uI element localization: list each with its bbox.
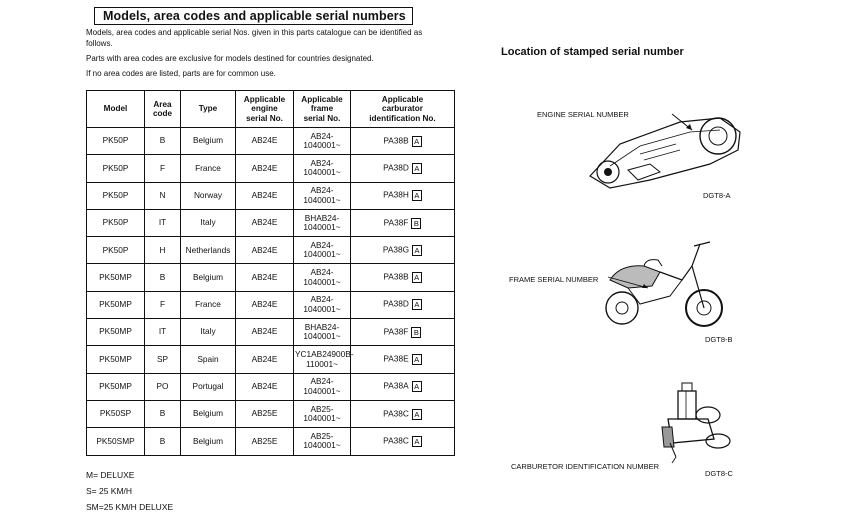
table-header-row (87, 91, 455, 128)
model-cell: PK50P (87, 128, 145, 155)
frame-serial-cell: BHAB24- 1040001~ (294, 319, 351, 346)
engine-serial-label: ENGINE SERIAL NUMBER (537, 110, 629, 119)
type-cell: Italy (181, 319, 236, 346)
scooter-illustration (600, 236, 730, 336)
type-cell: France (181, 291, 236, 318)
variant-box: A (412, 381, 422, 392)
carburator-id-cell: PA38F B (351, 209, 455, 236)
model-cell: PK50P (87, 182, 145, 209)
table-row (87, 319, 455, 346)
note-25kmh: S= 25 KM/H (86, 486, 133, 496)
engine-serial-cell: AB25E (236, 400, 294, 427)
carburetor-id-label: CARBURETOR IDENTIFICATION NUMBER (511, 462, 660, 471)
model-cell: PK50SMP (87, 428, 145, 455)
table-row (87, 264, 455, 291)
location-title: Location of stamped serial number (501, 46, 684, 58)
header-carburator-id: Applicable carburator identification No. (351, 91, 455, 128)
type-cell: Portugal (181, 373, 236, 400)
frame-serial-cell: AB24- 1040001~ (294, 237, 351, 264)
frame-serial-cell: YC1AB24900B- 110001~ (294, 346, 351, 373)
frame-serial-cell: AB24- 1040001~ (294, 155, 351, 182)
variant-box: A (412, 190, 422, 201)
table-row (87, 428, 455, 455)
model-cell: PK50MP (87, 319, 145, 346)
frame-serial-cell: AB24- 1040001~ (294, 373, 351, 400)
carburetor-figure-code: DGT8-C (705, 469, 733, 478)
carburator-id-cell: PA38D A (351, 291, 455, 318)
type-cell: France (181, 155, 236, 182)
engine-serial-cell: AB24E (236, 155, 294, 182)
serial-number-table (86, 90, 455, 456)
area-code-cell: SP (145, 346, 181, 373)
engine-serial-cell: AB24E (236, 291, 294, 318)
type-cell: Belgium (181, 128, 236, 155)
header-frame-serial: Applicable frame serial No. (294, 91, 351, 128)
engine-serial-cell: AB24E (236, 346, 294, 373)
frame-serial-cell: AB24- 1040001~ (294, 182, 351, 209)
type-cell: Netherlands (181, 237, 236, 264)
variant-box: B (411, 218, 421, 229)
model-cell: PK50MP (87, 291, 145, 318)
table-row (87, 209, 455, 236)
carburator-id-cell: PA38C A (351, 428, 455, 455)
model-cell: PK50MP (87, 346, 145, 373)
area-code-cell: B (145, 264, 181, 291)
area-code-cell: B (145, 428, 181, 455)
carburator-id-cell: PA38F B (351, 319, 455, 346)
type-cell: Spain (181, 346, 236, 373)
section-title: Models, area codes and applicable serial numbers (94, 7, 413, 25)
note-deluxe: M= DELUXE (86, 470, 135, 480)
frame-serial-label: FRAME SERIAL NUMBER (509, 275, 599, 284)
table-row (87, 291, 455, 318)
type-cell: Belgium (181, 428, 236, 455)
type-cell: Italy (181, 209, 236, 236)
variant-box: A (412, 354, 422, 365)
frame-serial-cell: AB24- 1040001~ (294, 264, 351, 291)
engine-serial-cell: AB24E (236, 128, 294, 155)
frame-figure-code: DGT8-B (705, 335, 733, 344)
variant-box: B (411, 327, 421, 338)
table-row (87, 237, 455, 264)
variant-box: A (412, 436, 422, 447)
carburator-id-cell: PA38C A (351, 400, 455, 427)
area-code-cell: F (145, 291, 181, 318)
carburator-id-cell: PA38H A (351, 182, 455, 209)
table-row (87, 400, 455, 427)
header-engine-serial: Applicable engine serial No. (236, 91, 294, 128)
carburator-id-cell: PA38A A (351, 373, 455, 400)
area-code-cell: H (145, 237, 181, 264)
area-code-cell: B (145, 400, 181, 427)
frame-serial-cell: AB25- 1040001~ (294, 428, 351, 455)
table-row (87, 155, 455, 182)
type-cell: Belgium (181, 264, 236, 291)
engine-serial-cell: AB24E (236, 182, 294, 209)
carburator-id-cell: PA38E A (351, 346, 455, 373)
model-cell: PK50MP (87, 373, 145, 400)
header-type: Type (181, 91, 236, 128)
engine-serial-cell: AB24E (236, 209, 294, 236)
model-suffix-notes (86, 467, 173, 515)
variant-box: A (412, 136, 422, 147)
type-cell: Norway (181, 182, 236, 209)
note-25kmh-deluxe: SM=25 KM/H DELUXE (86, 502, 174, 512)
table-row (87, 128, 455, 155)
engine-serial-cell: AB24E (236, 373, 294, 400)
variant-box: A (412, 409, 422, 420)
carburator-id-cell: PA38B A (351, 264, 455, 291)
model-cell: PK50MP (87, 264, 145, 291)
intro-line-1: Models, area codes and applicable serial Nos. given in this parts catalogue can be identified as (86, 28, 423, 37)
table-row (87, 373, 455, 400)
frame-serial-cell: AB24- 1040001~ (294, 128, 351, 155)
model-cell: PK50SP (87, 400, 145, 427)
engine-figure-code: DGT8-A (703, 191, 731, 200)
variant-box: A (412, 299, 422, 310)
intro-text (86, 27, 466, 79)
engine-serial-cell: AB24E (236, 264, 294, 291)
intro-line-2: follows. (86, 39, 113, 48)
frame-serial-cell: AB25- 1040001~ (294, 400, 351, 427)
model-cell: PK50P (87, 155, 145, 182)
area-code-cell: N (145, 182, 181, 209)
table-row (87, 182, 455, 209)
intro-line-3: Parts with area codes are exclusive for models destined for countries designated. (86, 54, 374, 63)
engine-illustration (580, 106, 750, 196)
area-code-cell: IT (145, 209, 181, 236)
carburator-id-cell: PA38D A (351, 155, 455, 182)
variant-box: A (412, 245, 422, 256)
header-area-code: Area code (145, 91, 181, 128)
engine-serial-cell: AB25E (236, 428, 294, 455)
type-cell: Belgium (181, 400, 236, 427)
carburator-id-cell: PA38B A (351, 128, 455, 155)
area-code-cell: PO (145, 373, 181, 400)
model-cell: PK50P (87, 209, 145, 236)
variant-box: A (412, 272, 422, 283)
header-model: Model (87, 91, 145, 128)
intro-line-4: If no area codes are listed, parts are for common use. (86, 69, 276, 78)
frame-serial-cell: BHAB24- 1040001~ (294, 209, 351, 236)
table-row (87, 346, 455, 373)
model-cell: PK50P (87, 237, 145, 264)
engine-serial-cell: AB24E (236, 237, 294, 264)
engine-serial-cell: AB24E (236, 319, 294, 346)
area-code-cell: B (145, 128, 181, 155)
variant-box: A (412, 163, 422, 174)
area-code-cell: F (145, 155, 181, 182)
frame-serial-cell: AB24- 1040001~ (294, 291, 351, 318)
carburator-id-cell: PA38G A (351, 237, 455, 264)
area-code-cell: IT (145, 319, 181, 346)
carburetor-illustration (648, 377, 738, 467)
